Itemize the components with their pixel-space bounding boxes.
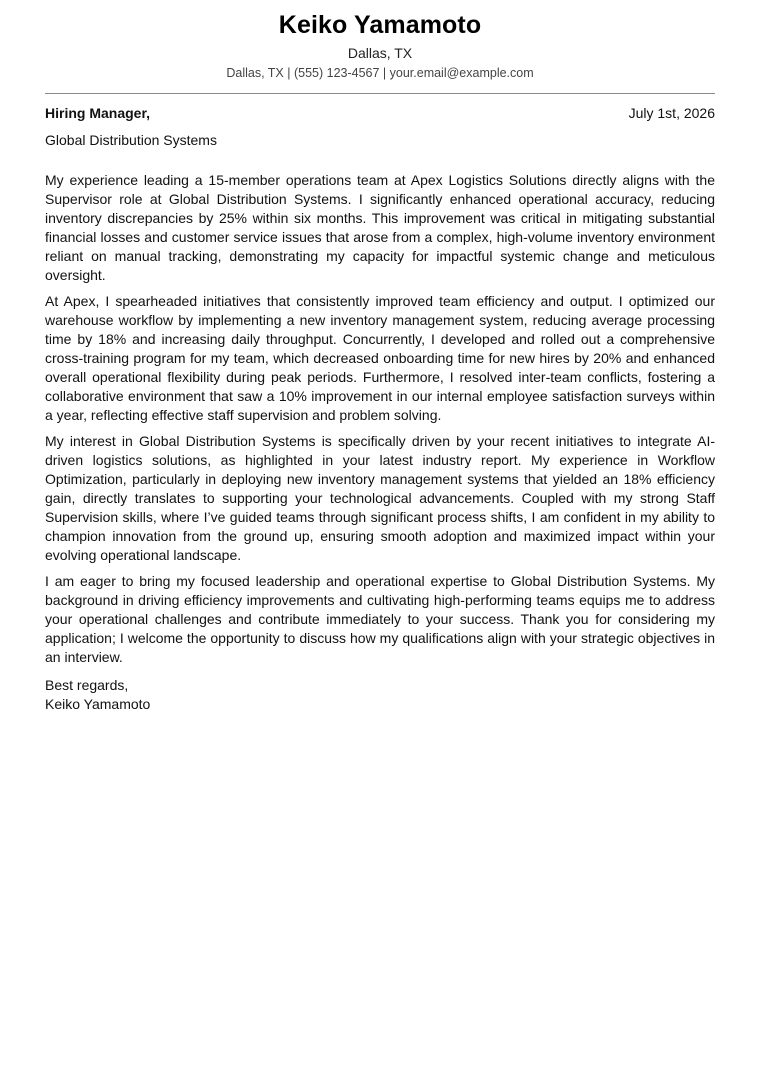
applicant-location: Dallas, TX (347, 45, 413, 61)
signature-name: Keiko Yamamoto (45, 696, 151, 712)
recipient-salutation: Hiring Manager, (45, 105, 151, 121)
letter-closing (45, 676, 715, 714)
closing-phrase: Best regards, (45, 677, 129, 693)
letter-header (45, 0, 715, 81)
body-paragraph: At Apex, I spearheaded initiatives that consistently improved team efficiency and output. I optimized our warehouse workflow by implementing a new inventory management system, reducing average processing time by 18% and increasing daily throughput. Concurrently, I developed and rolled out a comprehensive cross-training program for my team, which decreased onboarding time for new hires by 20% and enhanced overall operational flexibility during peak periods. Furthermore, I resolved inter-team conflicts, fostering a collaborative environment that saw a 10% improvement in our internal employee satisfaction surveys within a year, reflecting effective staff supervision and problem solving. (45, 293, 715, 423)
body-paragraph: My experience leading a 15-member operations team at Apex Logistics Solutions directly aligns with the Supervisor role at Global Distribution Systems. I significantly enhanced operational accuracy, reducing inventory discrepancies by 25% within six months. This improvement was critical in mitigating substantial financial losses and customer service issues that arose from a complex, high-volume inventory environment reliant on manual tracking, demonstrating my capacity for impactful systemic change and meticulous oversight. (45, 172, 715, 283)
body-paragraph: My interest in Global Distribution Systems is specifically driven by your recent initiatives to integrate AI-driven logistics solutions, as highlighted in your latest industry report. My experience in Workflow Optimization, particularly in deploying new inventory management systems that yielded an 18% efficiency gain, directly translates to supporting your technological advancements. Coupled with my strong Staff Supervision skills, where I’ve guided teams through significant process shifts, I am confident in my ability to champion innovation from the ground up, ensuring smooth adoption and maximized impact within your evolving operational landscape. (45, 433, 715, 563)
recipient-company: Global Distribution Systems (45, 132, 217, 148)
letter-date: July 1st, 2026 (628, 105, 715, 121)
letter-body (45, 171, 715, 667)
header-divider (45, 93, 715, 94)
body-paragraph: I am eager to bring my focused leadership and operational expertise to Global Distribution Systems. My background in driving efficiency improvements and cultivating high-performing teams equips me to address your operational challenges and contribute immediately to your success. Thank you for considering my application; I welcome the opportunity to discuss how my qualifications align with your strategic objectives in an interview. (45, 573, 715, 665)
applicant-contact-line: Dallas, TX | (555) 123-4567 | your.email@example.com (226, 66, 534, 80)
applicant-name: Keiko Yamamoto (278, 11, 482, 39)
recipient-date-row (45, 104, 715, 122)
